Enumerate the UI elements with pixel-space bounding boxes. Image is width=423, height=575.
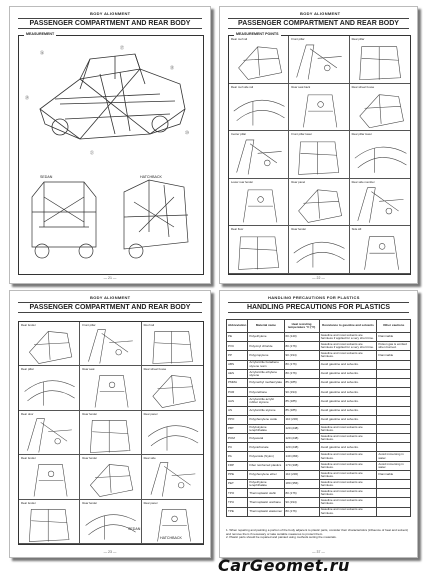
table-cell: AS: [227, 406, 248, 415]
measurement-point-cell: [350, 84, 410, 132]
table-cell: 90 (194): [284, 351, 319, 360]
section-label: BODY ALIGNMENT: [90, 295, 131, 300]
measurement-point-cell-label: Rear fender: [291, 227, 307, 232]
measurement-point-cell: [289, 226, 349, 274]
table-row: [227, 461, 411, 470]
measurement-detail-cell: [80, 455, 141, 499]
table-row: [227, 333, 411, 342]
table-cell: 85 (185): [284, 397, 319, 406]
table-cell: TPO: [227, 489, 248, 498]
page-title: HANDLING PRECAUTIONS FOR PLASTICS: [228, 302, 409, 313]
measurement-detail-cell-label: Rear fender: [82, 500, 98, 505]
table-row: [227, 498, 411, 507]
table-cell: 90 (194): [284, 388, 319, 397]
body-part-sketch: [229, 84, 288, 131]
watermark-logo: CarGeomet.ru: [218, 556, 350, 575]
svg-text:⑲: ⑲: [25, 95, 29, 100]
measurement-point-cell: [289, 131, 349, 179]
measurement-point-cell-label: Lower rear fender: [231, 179, 254, 184]
table-cell: PE: [227, 333, 248, 342]
body-part-sketch: [350, 226, 410, 273]
table-row: [227, 351, 411, 360]
table-cell: 90 (194): [284, 498, 319, 507]
body-part-sketch: [229, 131, 288, 178]
body-part-sketch: [142, 455, 203, 498]
table-cell: 80 (176): [284, 369, 319, 378]
table-cell: PMMA: [227, 378, 248, 387]
body-part-sketch: [19, 411, 79, 454]
hatchback-rear-diagram: [114, 177, 196, 263]
table-cell: Polyphenylene ether: [248, 470, 284, 479]
table-cell: 80 (176): [284, 360, 319, 369]
svg-text:⑱: ⑱: [170, 65, 174, 70]
measurement-point-cell-label: Rear pillar lower: [351, 132, 372, 137]
sedan-caption: SEDAN: [128, 527, 141, 531]
table-cell: [377, 443, 411, 452]
table-cell: 120 (248): [284, 434, 319, 443]
measurement-point-cell-label: Rear panel: [291, 179, 306, 184]
body-part-sketch: [350, 36, 410, 83]
table-cell: [377, 415, 411, 424]
table-header-cell: Abbreviation: [227, 320, 248, 333]
measurement-detail-cell: [142, 455, 203, 499]
body-part-sketch: [350, 131, 410, 178]
measurement-detail-cell: [19, 500, 80, 544]
plastics-table: [226, 319, 411, 517]
table-cell: [377, 480, 411, 489]
measurement-point-cell-label: Rear side member: [351, 179, 375, 184]
table-cell: Polyethylene: [248, 333, 284, 342]
table-cell: [377, 507, 411, 516]
page-number: — 22 —: [312, 276, 325, 280]
body-part-sketch: [80, 411, 140, 454]
table-cell: Acrylonitrile ethylene styrene: [248, 369, 284, 378]
body-part-sketch: [19, 500, 79, 543]
table-cell: 180 (356): [284, 480, 319, 489]
table-cell: 80 (176): [284, 489, 319, 498]
hatchback-caption: HATCHBACK: [140, 175, 162, 179]
table-cell: Avoid gasoline and solvents.: [319, 397, 377, 406]
table-header-cell: Resistance to gasoline and solvents: [319, 320, 377, 333]
table-cell: Polyphenylene oxide: [248, 415, 284, 424]
body-part-sketch: [229, 226, 288, 273]
table-cell: Avoid gasoline and solvents.: [319, 360, 377, 369]
body-part-sketch: [142, 366, 203, 409]
table-cell: PP: [227, 351, 248, 360]
table-cell: Polyurethane: [248, 388, 284, 397]
sedan-rear-diagram: [24, 177, 104, 263]
note-item: 2. Plastic parts should be repaired and painted using methods suiting the materials.: [226, 535, 337, 540]
measurement-detail-cell-label: Rear fender: [82, 456, 98, 461]
svg-text:⑯: ⑯: [40, 50, 44, 55]
body-part-sketch: [289, 36, 348, 83]
table-cell: Thermoplastic olefin: [248, 489, 284, 498]
table-cell: Thermoplastic urethane: [248, 498, 284, 507]
table-cell: Poison gas is emitted when burned.: [377, 342, 411, 351]
table-cell: [377, 360, 411, 369]
notes: [226, 529, 411, 540]
table-row: [227, 360, 411, 369]
table-cell: 60 (140): [284, 333, 319, 342]
page-title: PASSENGER COMPARTMENT AND REAR BODY: [18, 302, 202, 313]
table-cell: Fiber reinforced plastics: [248, 461, 284, 470]
table-cell: Gasoline and most solvents are harmless.: [319, 434, 377, 443]
table-cell: PPE: [227, 470, 248, 479]
sedan-caption: SEDAN: [40, 175, 53, 179]
table-cell: 80 (176): [284, 342, 319, 351]
measurement-detail-cell-label: Rear side: [143, 456, 156, 461]
table-row: [227, 406, 411, 415]
table-cell: [377, 489, 411, 498]
table-cell: PUR: [227, 388, 248, 397]
measurement-detail-cell-label: Roof rail: [143, 323, 155, 327]
table-row: [227, 388, 411, 397]
measurement-detail-cell: [19, 322, 80, 366]
table-cell: Polybutylene terephthalate: [248, 424, 284, 433]
table-cell: PPO: [227, 415, 248, 424]
table-cell: [377, 369, 411, 378]
table-header-cell: Material name: [248, 320, 284, 333]
measurement-detail-cell: [142, 366, 203, 410]
section-label: HANDLING PRECAUTIONS FOR PLASTICS: [268, 295, 360, 300]
table-cell: Avoid gasoline and solvents.: [319, 406, 377, 415]
table-cell: TPE: [227, 507, 248, 516]
table-cell: 85 (185): [284, 378, 319, 387]
body-part-sketch: [80, 500, 140, 543]
body-part-sketch: [19, 366, 79, 409]
table-row: [227, 434, 411, 443]
table-cell: Avoid gasoline and solvents.: [319, 388, 377, 397]
table-cell: Thermoplastic elastomer: [248, 507, 284, 516]
table-cell: Avoid gasoline and solvents.: [319, 415, 377, 424]
measurement-detail-cell-label: Rear pillar: [21, 367, 34, 372]
measurement-point-cell: [350, 179, 410, 227]
measurement-detail-cell-label: Front pillar: [82, 323, 96, 327]
table-cell: Avoid gasoline and solvents.: [319, 369, 377, 378]
measurement-point-cell: [229, 36, 289, 84]
table-cell: TPU: [227, 498, 248, 507]
table-cell: Flammable: [377, 470, 411, 479]
body-part-sketch: [289, 84, 348, 131]
table-header-row: [227, 320, 411, 333]
measurement-point-cell-label: Front pillar lower: [291, 132, 313, 137]
measurement-point-cell-label: Rear floor: [231, 227, 244, 232]
table-cell: Polycarbonate: [248, 443, 284, 452]
table-cell: 110 (230): [284, 415, 319, 424]
table-cell: 120 (248): [284, 443, 319, 452]
measurement-point-cell-label: Rear pillar: [351, 37, 365, 41]
table-cell: Avoid immersing in water.: [377, 461, 411, 470]
table-cell: PBT: [227, 424, 248, 433]
table-cell: Polyamide (Nylon): [248, 452, 284, 461]
table-cell: Avoid gasoline and solvents.: [319, 378, 377, 387]
table-cell: 140 (284): [284, 452, 319, 461]
measurement-detail-cell: [19, 455, 80, 499]
measurement-point-cell-label: Front pillar: [291, 37, 305, 41]
measurement-point-cell: [229, 131, 289, 179]
measurement-detail-cell: [142, 322, 203, 366]
measurement-detail-cell: [142, 411, 203, 455]
body-part-sketch: [350, 84, 410, 131]
table-row: [227, 378, 411, 387]
measurement-detail-cell: [80, 500, 141, 544]
body-part-sketch: [350, 179, 410, 226]
table-cell: Acrylonitrile styrene: [248, 406, 284, 415]
table-cell: AES: [227, 369, 248, 378]
section-label: BODY ALIGNMENT: [300, 11, 341, 16]
section-label: BODY ALIGNMENT: [90, 11, 131, 16]
table-cell: 85 (185): [284, 406, 319, 415]
table-cell: Polyacetal: [248, 434, 284, 443]
table-row: [227, 489, 411, 498]
table-cell: Polypropylene: [248, 351, 284, 360]
body-part-sketch: [229, 179, 288, 226]
table-cell: Avoid gasoline and solvents.: [319, 443, 377, 452]
measurement-point-cell: [229, 179, 289, 227]
table-header-cell: Heat resisting temperature °C (°F): [284, 320, 319, 333]
table-header-cell: Other cautions: [377, 320, 411, 333]
body-part-sketch: [289, 226, 348, 273]
measurement-detail-grid: [18, 321, 204, 545]
measurement-point-cell-label: Rear roof side rail: [231, 84, 254, 89]
table-cell: Gasoline and most solvents are harmless.: [319, 489, 377, 498]
measurement-point-cell: [289, 84, 349, 132]
body-part-sketch: [19, 322, 79, 365]
page-title: PASSENGER COMPARTMENT AND REAR BODY: [18, 18, 202, 29]
table-cell: [377, 424, 411, 433]
table-row: [227, 369, 411, 378]
body-part-sketch: [80, 322, 140, 365]
body-part-sketch: [142, 322, 203, 365]
table-cell: 170 (338): [284, 461, 319, 470]
measurement-detail-cell-label: Rear fender: [21, 456, 36, 461]
svg-text:㉑: ㉑: [90, 150, 94, 155]
body-part-sketch: [229, 36, 288, 83]
measurement-detail-cell-label: Rear fender: [21, 500, 36, 505]
table-cell: Gasoline and most solvents are harmless if applied for a very short time.: [319, 342, 377, 351]
measurement-point-cell-label: Center pillar: [231, 132, 247, 137]
manual-page-plastics: [219, 290, 418, 558]
measurement-point-cell: [350, 131, 410, 179]
table-row: [227, 397, 411, 406]
table-cell: 80 (176): [284, 507, 319, 516]
measurement-detail-cell-label: Rear wheel house: [143, 367, 167, 372]
table-cell: Flammable: [377, 351, 411, 360]
table-cell: [377, 498, 411, 507]
table-row: [227, 424, 411, 433]
table-cell: Flammable: [377, 333, 411, 342]
measurement-point-cell: [350, 226, 410, 274]
page-number: — 23 —: [103, 550, 117, 554]
measurement-point-cell-label: Rear roof rail: [231, 37, 248, 41]
body-part-sketch: [80, 455, 140, 498]
table-cell: PA: [227, 452, 248, 461]
measurement-detail-cell-label: Rear panel: [143, 411, 158, 416]
measurement-points-grid: [228, 35, 411, 275]
table-cell: Gasoline and most solvents are harmless.: [319, 470, 377, 479]
measurement-detail-cell: [19, 366, 80, 410]
svg-text:⑰: ⑰: [120, 45, 124, 50]
manual-page-passenger-compartment: [9, 6, 211, 284]
svg-text:⑳: ⑳: [185, 130, 189, 135]
table-cell: Gasoline and most solvents are harmless.: [319, 507, 377, 516]
table-cell: PET: [227, 480, 248, 489]
body-part-sketch: [142, 411, 203, 454]
measurement-point-cell: [229, 84, 289, 132]
table-row: [227, 507, 411, 516]
measurement-detail-cell: [80, 411, 141, 455]
measurement-point-cell: [229, 226, 289, 274]
body-part-sketch: [80, 366, 140, 409]
table-cell: Gasoline and most solvents are harmless.: [319, 351, 377, 360]
hatchback-caption: HATCHBACK: [160, 536, 182, 540]
table-cell: ABS: [227, 360, 248, 369]
table-cell: Acrylonitrile butadiene styrene resin: [248, 360, 284, 369]
measurement-point-cell-label: Rear wheel house: [351, 84, 375, 89]
page-title: PASSENGER COMPARTMENT AND REAR BODY: [228, 18, 409, 29]
table-cell: [377, 378, 411, 387]
table-cell: [377, 397, 411, 406]
measurement-detail-cell-label: Rear fender: [82, 411, 98, 416]
table-cell: [377, 388, 411, 397]
table-cell: Avoid immersing in water.: [377, 452, 411, 461]
table-cell: Polyvinyl chloride: [248, 342, 284, 351]
measurement-detail-cell: [80, 366, 141, 410]
table-cell: Acrylonitrile acrylic rubber styrene: [248, 397, 284, 406]
body-part-sketch: [289, 131, 348, 178]
table-cell: Polyethylene terephthalate: [248, 480, 284, 489]
table-cell: Gasoline and most solvents are harmless.: [319, 452, 377, 461]
page-number: — 37 —: [312, 550, 325, 554]
measurement-detail-cell-label: Rear panel: [143, 500, 158, 505]
table-cell: Gasoline and most solvents are harmless.: [319, 424, 377, 433]
table-cell: Gasoline and most solvents are harmless if applied for a very short time.: [319, 333, 377, 342]
measurement-detail-cell: [80, 322, 141, 366]
table-cell: Polymethyl methacrylate: [248, 378, 284, 387]
table-row: [227, 470, 411, 479]
table-cell: PVC: [227, 342, 248, 351]
table-cell: FRP: [227, 461, 248, 470]
measurement-points-heading: MEASUREMENT POINTS: [236, 32, 279, 36]
table-cell: Gasoline and most solvents are harmless.: [319, 480, 377, 489]
table-cell: 110 (230): [284, 470, 319, 479]
measurement-detail-cell: [19, 411, 80, 455]
body-part-sketch: [19, 455, 79, 498]
table-cell: POM: [227, 434, 248, 443]
manual-page-measurement-points: [219, 6, 418, 284]
page-number: — 21 —: [103, 276, 117, 280]
measurement-point-cell: [289, 36, 349, 84]
measurement-detail-cell-label: Rear fender: [21, 323, 36, 327]
measurement-point-cell-label: Rear seat back: [291, 84, 311, 89]
table-cell: Gasoline and most solvents are harmless.: [319, 461, 377, 470]
manual-page-passenger-compartment-2: [9, 290, 211, 558]
body-isometric-diagram: [20, 39, 200, 159]
measurement-detail-cell-label: Rear door: [21, 411, 34, 416]
table-row: [227, 480, 411, 489]
table-cell: [377, 406, 411, 415]
table-cell: [377, 434, 411, 443]
table-cell: PC: [227, 443, 248, 452]
table-cell: Gasoline and most solvents are harmless.: [319, 498, 377, 507]
table-row: [227, 415, 411, 424]
table-row: [227, 342, 411, 351]
table-cell: 120 (248): [284, 424, 319, 433]
table-row: [227, 452, 411, 461]
body-part-sketch: [289, 179, 348, 226]
measurement-detail-cell-label: Rear seat: [82, 367, 95, 372]
table-row: [227, 443, 411, 452]
table-cell: AAS: [227, 397, 248, 406]
measurement-point-cell-label: Side sill: [351, 227, 362, 232]
note-item: 1. When repairing and painting a portion of the body adjacent to plastic parts, consider their characteristics (influence of heat and solvent) and remove them if necessary or take suitable measures to protect them.: [226, 528, 409, 536]
measurement-point-cell: [289, 179, 349, 227]
measurement-heading: MEASUREMENT: [26, 32, 55, 36]
measurement-point-cell: [350, 36, 410, 84]
